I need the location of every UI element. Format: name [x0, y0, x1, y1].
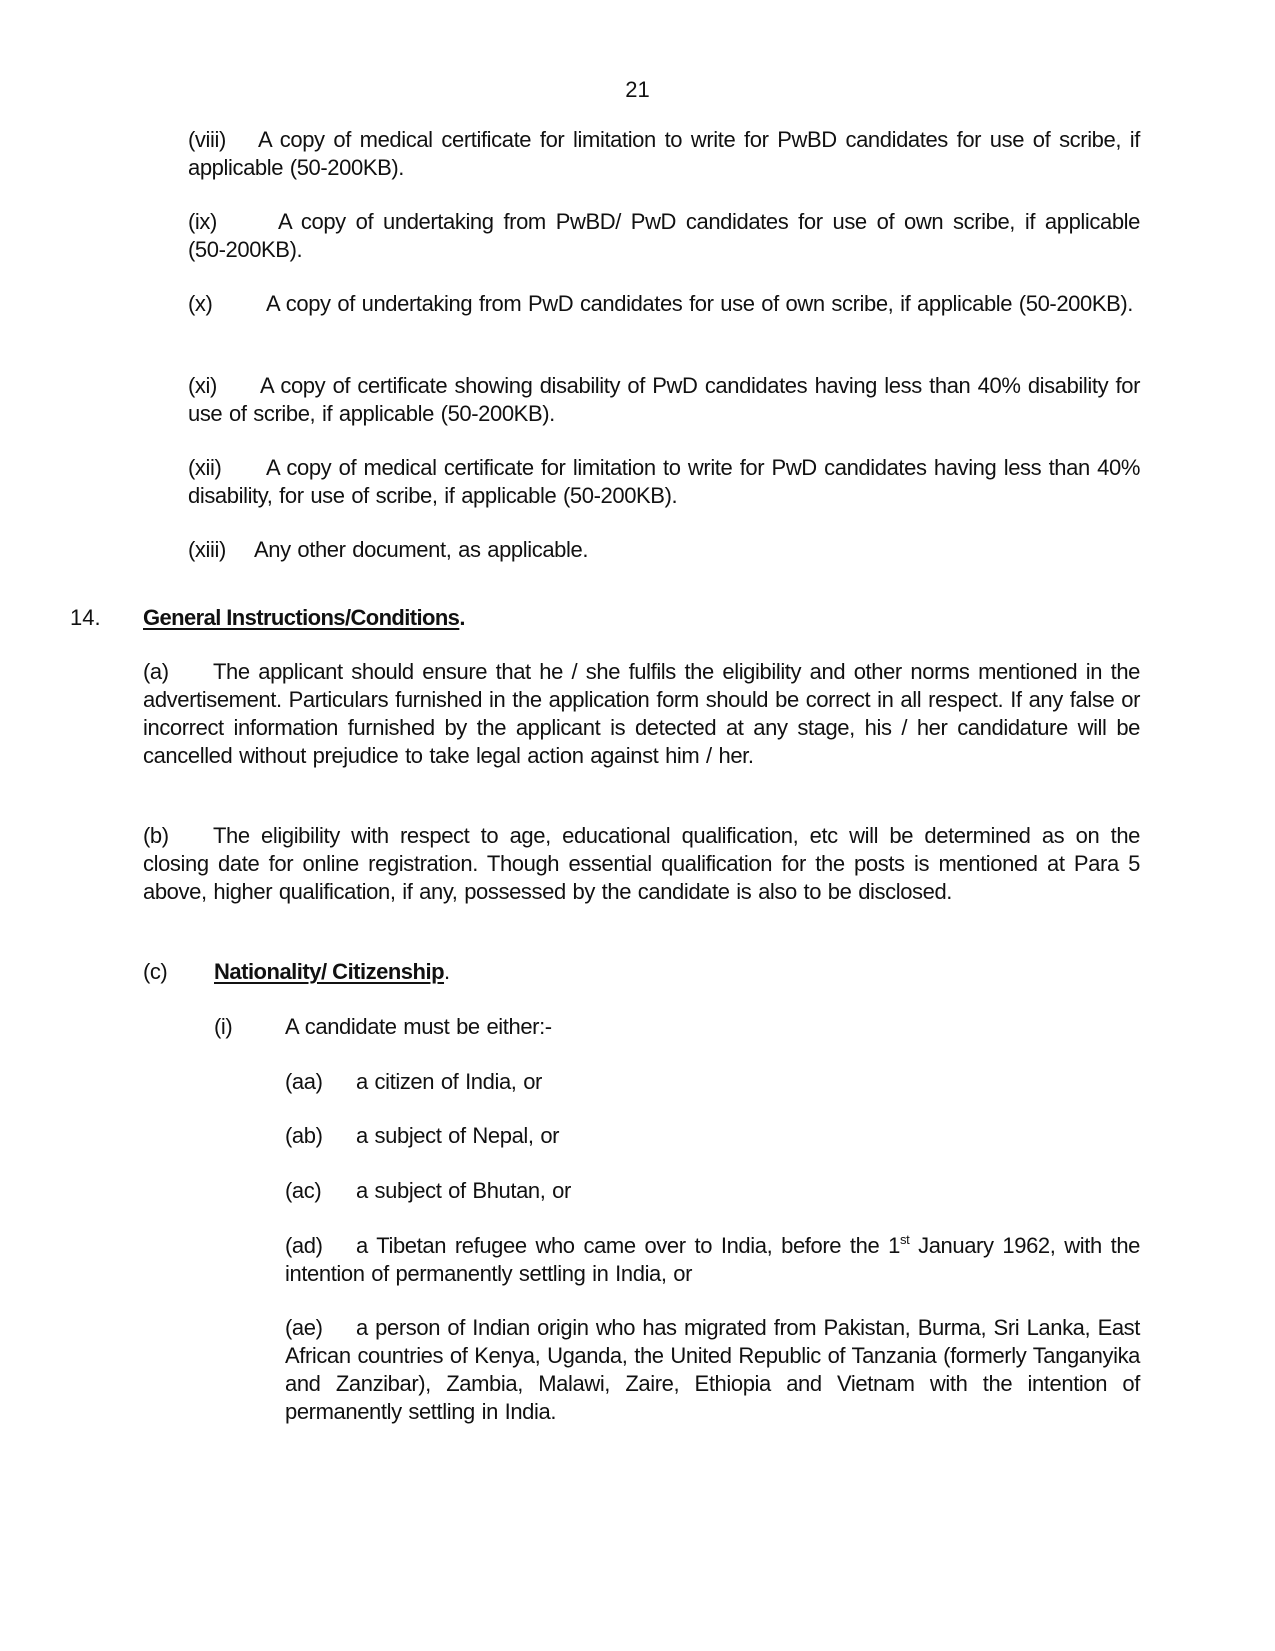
option-label: (ad) — [285, 1233, 323, 1258]
paragraph-label: (b) — [143, 823, 169, 848]
option-text: a subject of Bhutan, or — [356, 1178, 571, 1203]
nationality-option-ac — [285, 1177, 1140, 1205]
doc-item-viii — [188, 126, 1140, 182]
item-text: A copy of undertaking from PwD candidates for use of own scribe, if applicable (50-200KB). — [266, 291, 1134, 316]
nationality-option-ad — [285, 1232, 1140, 1288]
item-label: (xi) — [188, 373, 217, 398]
item-label: (xii) — [188, 455, 222, 480]
option-text: a person of Indian origin who has migrated from Pakistan, Burma, Sri Lanka, East African countries of Kenya, Uganda, the United Republic of Tanzania (formerly Tanganyika and Zanzibar), Zambia, Malawi, Zaire, Ethiopia and Vietnam with the intention of permanently settling in India. — [285, 1315, 1140, 1424]
doc-item-xi — [188, 372, 1140, 428]
section-title: General Instructions/Conditions — [143, 605, 460, 630]
doc-item-xii — [188, 454, 1140, 510]
option-label: (ac) — [285, 1178, 322, 1203]
item-label: (x) — [188, 291, 213, 316]
section-number: 14. — [70, 605, 101, 630]
item-text: A copy of medical certificate for limitation to write for PwBD candidates for use of scribe, if applicable (50-200KB). — [188, 127, 1140, 180]
item-label: (i) — [214, 1014, 233, 1039]
subsection-c-title: Nationality/ Citizenship — [214, 959, 445, 984]
section-paragraph-b — [143, 822, 1140, 906]
subsection-c-heading — [214, 958, 450, 986]
option-label: (aa) — [285, 1069, 323, 1094]
item-text: A copy of certificate showing disability of PwD candidates having less than 40% disability for use of scribe, if applicable (50-200KB). — [188, 373, 1140, 426]
item-text: A copy of undertaking from PwBD/ PwD candidates for use of own scribe, if applicable (50-200KB). — [188, 209, 1140, 262]
nationality-option-ae — [285, 1314, 1140, 1426]
option-label: (ab) — [285, 1123, 323, 1148]
doc-item-x — [188, 290, 1140, 318]
option-text-start: a Tibetan refugee who came over to India, before the 1 — [356, 1233, 900, 1258]
section-heading — [143, 604, 465, 632]
subsection-c-item-i — [214, 1013, 1140, 1041]
doc-item-ix — [188, 208, 1140, 264]
item-text: Any other document, as applicable. — [254, 537, 589, 562]
item-label: (xiii) — [188, 537, 226, 562]
subsection-c-label: (c) — [143, 959, 168, 984]
page-number: 21 — [625, 77, 650, 102]
option-text: a citizen of India, or — [356, 1069, 542, 1094]
option-text: a subject of Nepal, or — [356, 1123, 560, 1148]
subsection-c-title-suffix: . — [444, 959, 450, 984]
item-text: A candidate must be either:- — [285, 1014, 552, 1039]
option-text-end: January 1962, with the intention of permanently settling in India, or — [285, 1233, 1140, 1286]
item-label: (ix) — [188, 209, 217, 234]
ordinal-suffix: st — [899, 1232, 910, 1247]
doc-item-xiii — [188, 536, 1140, 564]
nationality-option-aa — [285, 1068, 1140, 1096]
paragraph-text: The applicant should ensure that he / she fulfils the eligibility and other norms mentioned in the advertisement. Particulars furnished in the application form should be correct in all respect. If any false or incorrect information furnished by the applicant is detected at any stage, his / her candidature will be cancelled without prejudice to take legal action against him / her. — [143, 659, 1140, 768]
paragraph-label: (a) — [143, 659, 169, 684]
section-title-suffix: . — [459, 605, 465, 630]
paragraph-text: The eligibility with respect to age, educational qualification, etc will be determined as on the closing date for online registration. Though essential qualification for the posts is mentioned at Para 5 above, higher qualification, if any, possessed by the candidate is also to be disclosed. — [143, 823, 1140, 904]
item-label: (viii) — [188, 127, 226, 152]
option-label: (ae) — [285, 1315, 323, 1340]
section-paragraph-a — [143, 658, 1140, 770]
item-text: A copy of medical certificate for limitation to write for PwD candidates having less than 40% disability, for use of scribe, if applicable (50-200KB). — [188, 455, 1140, 508]
nationality-option-ab — [285, 1122, 1140, 1150]
